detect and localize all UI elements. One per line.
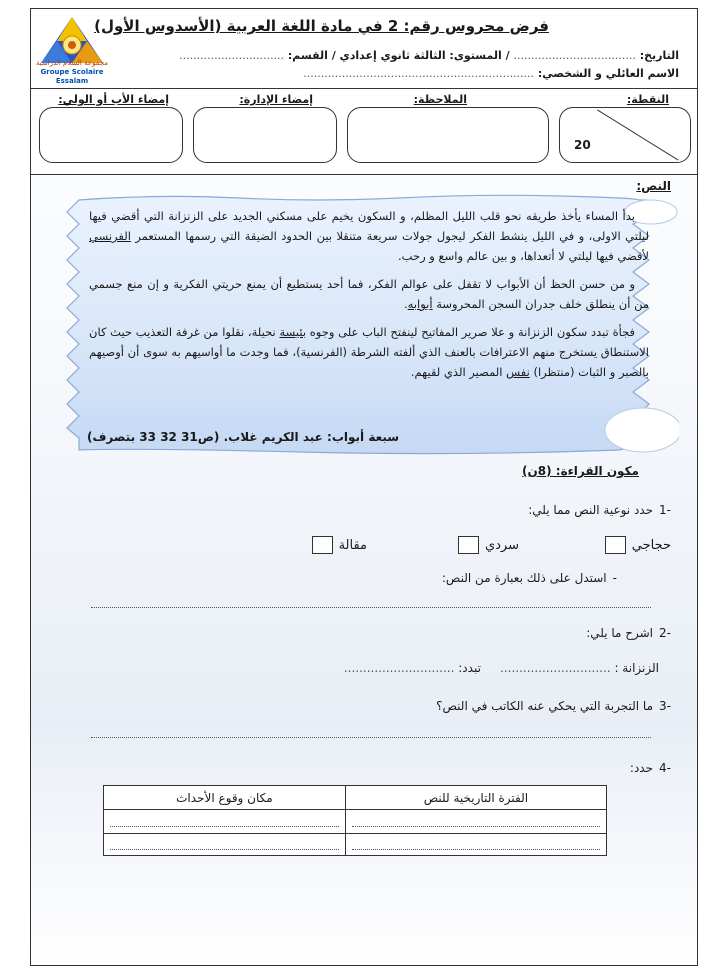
answer-cell-period-2[interactable]	[345, 834, 606, 856]
passage-paragraph-2	[89, 274, 649, 314]
q4-table	[103, 785, 607, 856]
option-argumentative[interactable]	[605, 536, 671, 554]
logo-arabic: مجموعة السلام الدراسية	[36, 59, 108, 67]
option-argumentative-checkbox[interactable]	[605, 536, 626, 554]
answer-cell-period[interactable]	[345, 810, 606, 834]
term-zinzana-field[interactable]: .............................	[500, 661, 611, 675]
question-4	[630, 761, 671, 775]
remark-box[interactable]	[347, 107, 549, 163]
passage-paragraph-3	[89, 322, 649, 382]
grade-total: 20	[574, 138, 591, 152]
term-zinzana: الزنزانة :	[614, 661, 659, 675]
header-line-name	[303, 67, 679, 80]
answer-cell-place-2[interactable]	[104, 834, 346, 856]
definitions-line	[344, 661, 659, 675]
logo-french: Groupe Scolaire Essalam	[40, 68, 104, 85]
admin-signature-label: إمضاء الإدارة:	[239, 93, 313, 106]
passage-text	[89, 206, 649, 390]
question-2	[586, 626, 671, 640]
q1b-dash: -	[612, 571, 617, 585]
level-label: / المستوى: الثالثة ثانوي إعدادي / القسم:	[287, 49, 510, 62]
option-article-checkbox[interactable]	[312, 536, 333, 554]
option-argumentative-label: حجاجي	[631, 537, 671, 553]
q4-text: حدد:	[629, 761, 654, 775]
p3-text-a: فجأة تبدد سكون الزنزانة و علا صرير المفاتيح لينفتح الباب على وجوه	[309, 325, 636, 339]
table-row	[104, 834, 607, 856]
option-narrative-label: سردي	[484, 537, 519, 553]
question-3	[436, 699, 671, 713]
date-label: التاريخ:	[639, 49, 679, 62]
answer-cell-place[interactable]	[104, 810, 346, 834]
option-narrative[interactable]	[458, 536, 519, 554]
remark-label: الملاحظة:	[413, 93, 467, 106]
exam-page	[30, 8, 698, 966]
exam-title: فرض محروس رقم: 2 في مادة اللغة العربية (الأسدوس الأول)	[94, 17, 549, 35]
q1b-text: استدل على ذلك بعبارة من النص:	[441, 571, 607, 585]
grade-label: النقطة:	[626, 93, 669, 106]
passage-source: سبعة أبواب: عبد الكريم غلاب. (ص31 32 33 بتصرف)	[87, 430, 400, 444]
exam-header	[31, 9, 698, 89]
p1-text: بدأ المساء يأخذ طريقه نحو قلب الليل المظلم، و السكون يخيم على مسكني الجديد على الزنزانة التي أقضي فيها ليلتي الاولى، و في الليل ينشط الفكر ليجول جولات سريعة متنقلا بين الحدود الضيقة التي رسمها المستعمر	[89, 209, 650, 243]
table-header-row	[104, 786, 607, 810]
grading-boxes-row	[31, 89, 698, 175]
logo-caption	[33, 59, 111, 86]
parent-signature-label: إمضاء الأب أو الولي:	[58, 93, 169, 106]
p3-text-b: نحيلة، نقلوا من غرفة التعذيب حيث كان الاستنطاق يستخرج منهم الاعترافات بالعنف الذي ألفته الشرطة (الفرنسية)، فما وجدت ما أواسيهم به سوى أن أوصيهم بالصبر و الثبات (منتظرا)	[89, 325, 649, 379]
date-field[interactable]: ...................................	[513, 49, 636, 62]
reading-section-title: مكون القراءة: (8ن)	[522, 464, 639, 478]
p2-text: و من حسن الحظ أن الأبواب لا تقفل على عوالم الفكر، فما أحد يستطيع أن يمنع حريتي الفكرية و إن منع جسمي من أن ينطلق خلف جدران السجن المحروسة	[89, 277, 649, 311]
name-field[interactable]: ..................................................................	[303, 67, 535, 80]
p3-underlined-2: نفس	[506, 365, 530, 379]
q1-number: -1	[659, 503, 671, 517]
q3-text: ما التجربة التي يحكي عنه الكاتب في النص؟	[436, 699, 654, 713]
answer-line-q3[interactable]	[91, 737, 651, 738]
term-tabaddada-field[interactable]: .............................	[343, 661, 455, 675]
option-article-label: مقالة	[338, 537, 367, 553]
table-header-place: مكان وقوع الأحداث	[104, 786, 346, 810]
grade-box[interactable]	[559, 107, 691, 163]
p1-end: لأقضي فيها ليلتي لا أتعداها، و بين عالم واسع و رحب.	[398, 249, 649, 263]
p3-underlined-1: بئيسة	[279, 325, 307, 339]
passage-scroll	[39, 194, 679, 456]
table-header-period: الفترة التاريخية للنص	[345, 786, 606, 810]
q4-number: -4	[659, 761, 671, 775]
p2-end: .	[404, 297, 408, 311]
p1-underlined: الفرنسي	[89, 229, 131, 243]
option-article[interactable]	[312, 536, 367, 554]
p2-underlined: أبوابه	[407, 297, 433, 311]
passage-paragraph-1	[89, 206, 649, 266]
question-1b	[442, 571, 617, 585]
q1-text: حدد نوعية النص مما يلي:	[528, 503, 654, 517]
option-narrative-checkbox[interactable]	[458, 536, 479, 554]
p3-text-c: المصير الذي لقيهم.	[410, 365, 503, 379]
q3-number: -3	[659, 699, 671, 713]
parent-signature-box[interactable]	[39, 107, 183, 163]
class-field[interactable]: ..............................	[179, 49, 285, 62]
header-line-date-level	[179, 49, 679, 62]
admin-signature-box[interactable]	[193, 107, 337, 163]
q2-number: -2	[659, 626, 671, 640]
name-label: الاسم العائلي و الشخصي:	[537, 67, 679, 80]
answer-line-q1[interactable]	[91, 607, 651, 608]
question-1	[528, 503, 671, 517]
q2-text: اشرح ما يلي:	[586, 626, 654, 640]
text-section-title: النص:	[636, 179, 671, 193]
term-tabaddada: تبدد:	[458, 661, 481, 675]
grade-diagonal	[560, 108, 690, 162]
table-row	[104, 810, 607, 834]
